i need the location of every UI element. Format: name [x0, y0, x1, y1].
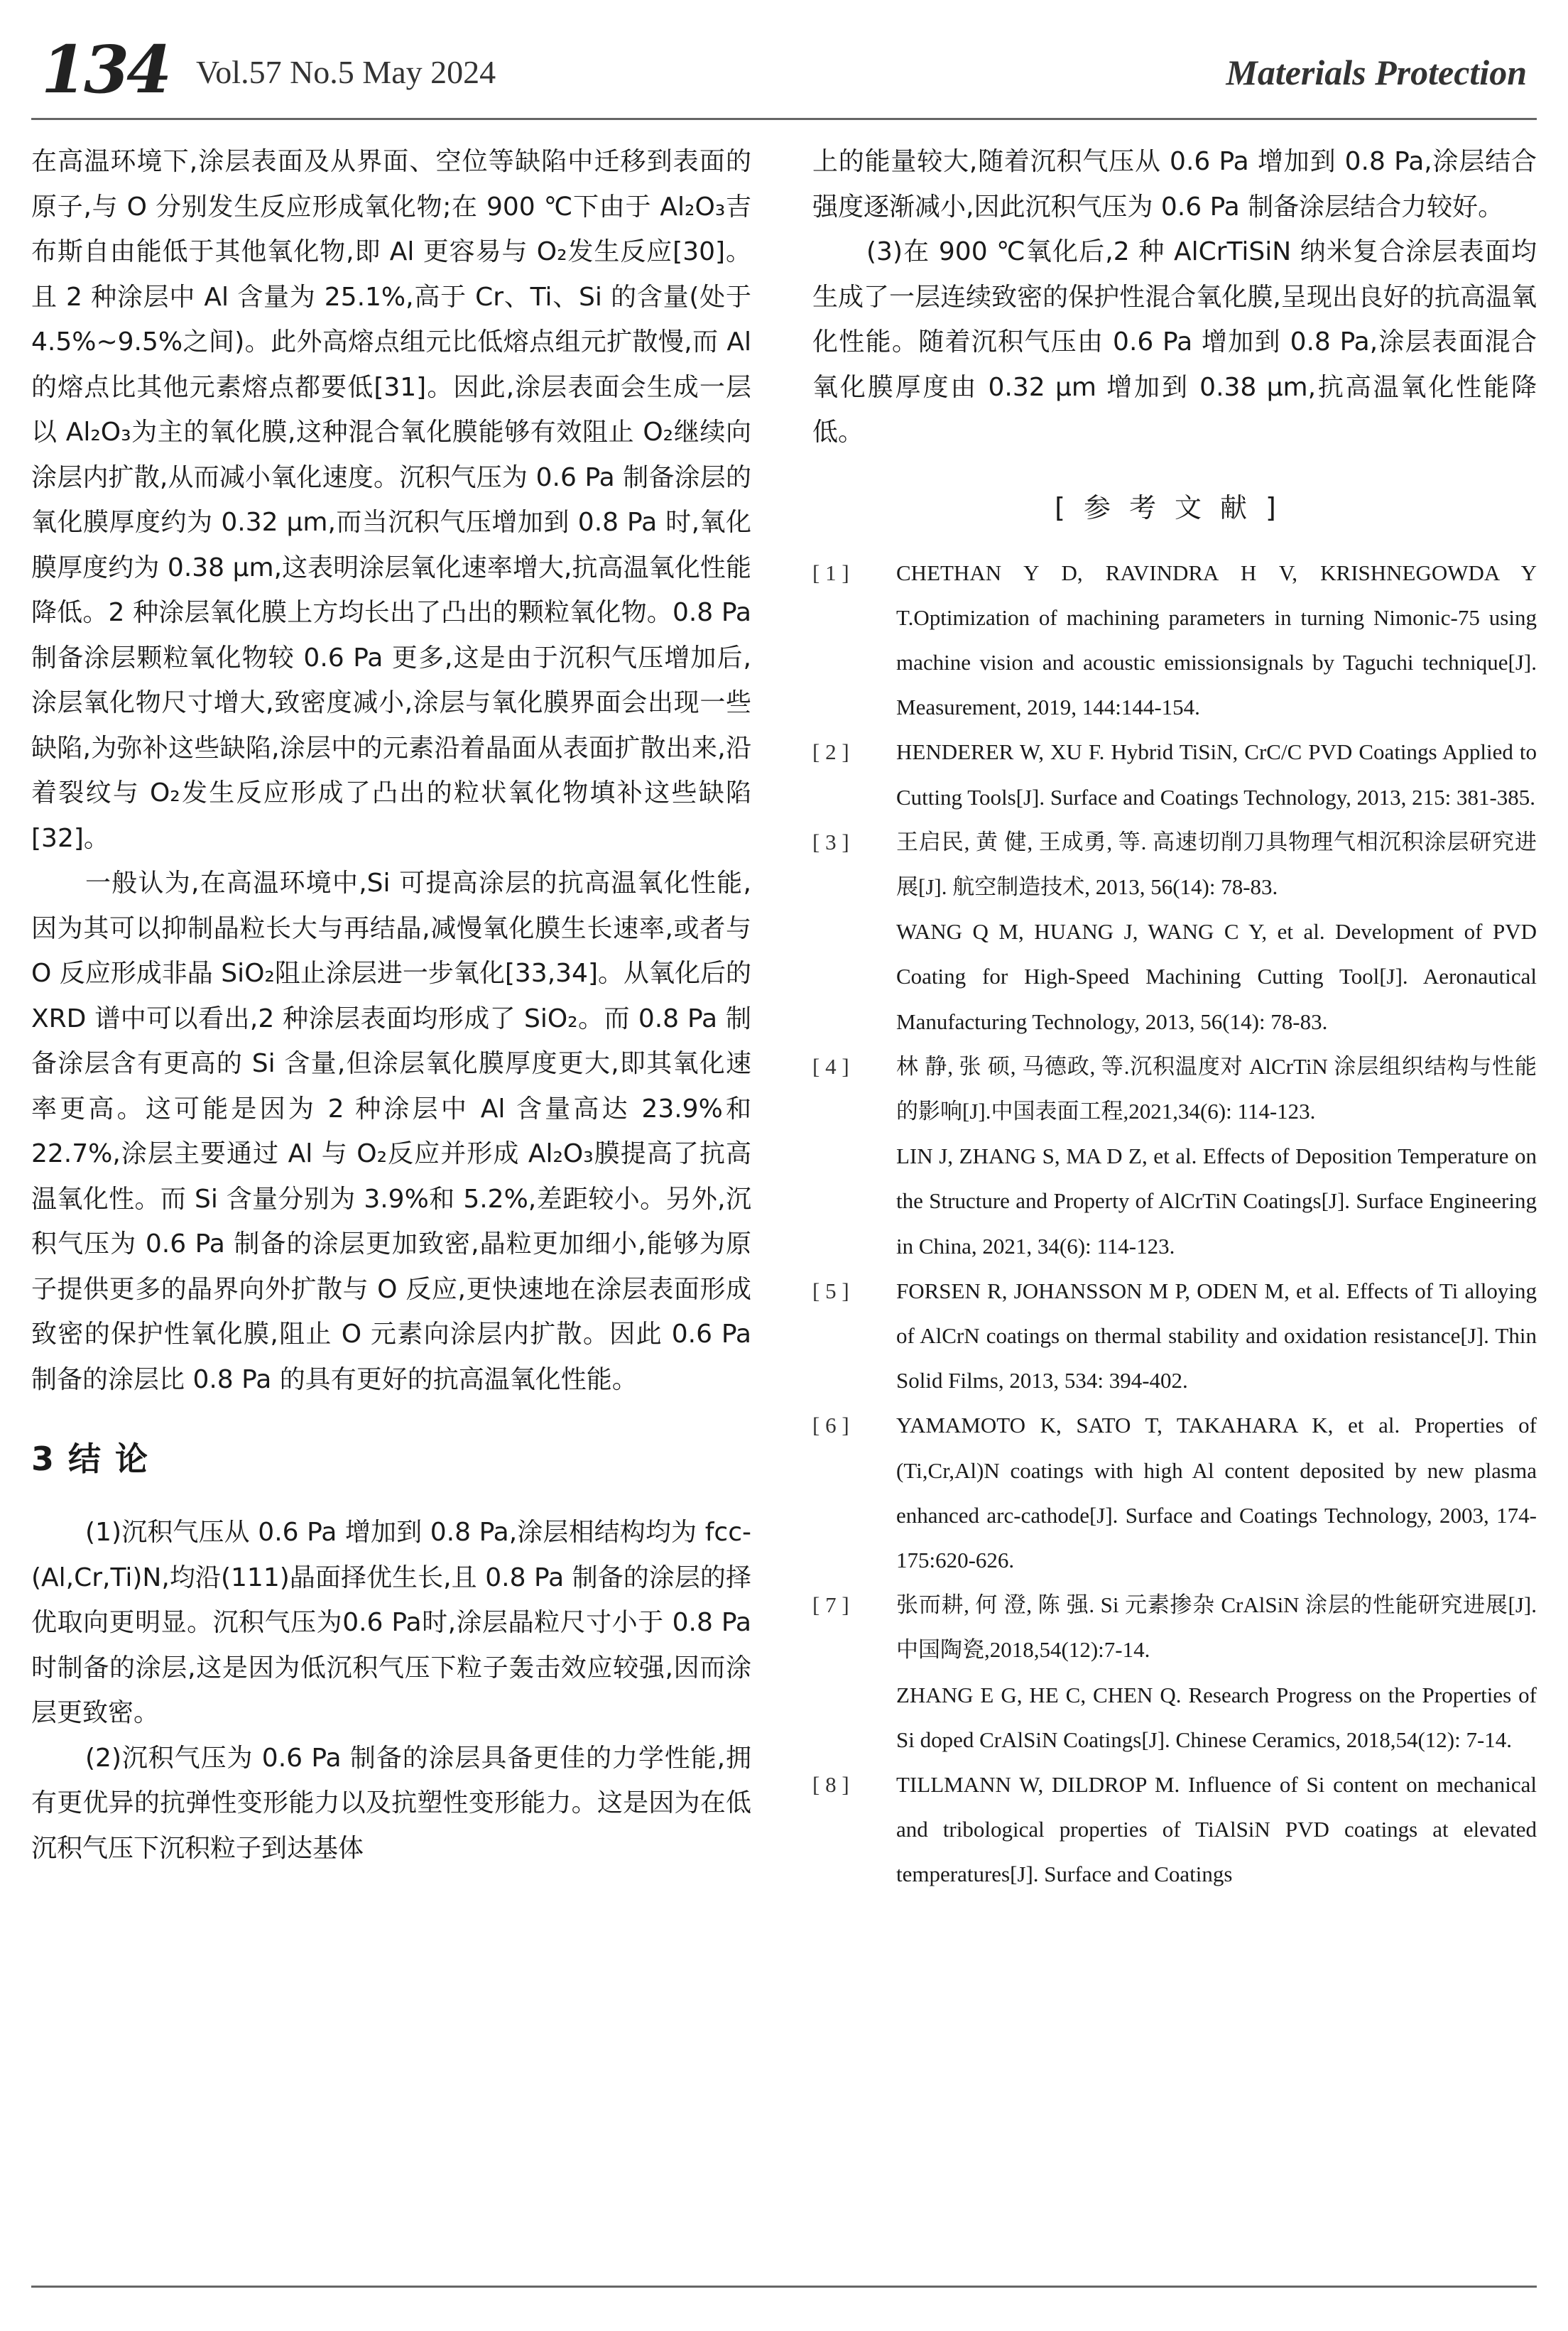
- reference-item: [812, 1403, 1537, 1582]
- paragraph-oxidation-mechanism: 在高温环境下,涂层表面及从界面、空位等缺陷中迁移到表面的原子,与 O 分别发生反应形成氧化物;在 900 ℃下由于 Al₂O₃吉布斯自由能低于其他氧化物,即 Al 更容易与 O₂发生反应[30]。且 2 种涂层中 Al 含量为 25.1%,高于 Cr、Ti、Si 的含量(处于 4.5%~9.5%之间)。此外高熔点组元比低熔点组元扩散慢,而 Al 的熔点比其他元素熔点都要低[31]。因此,涂层表面会生成一层以 Al₂O₃为主的氧化膜,这种混合氧化膜能够有效阻止 O₂继续向涂层内扩散,从而减小氧化速度。沉积气压为 0.6 Pa 制备涂层的氧化膜厚度约为 0.32 μm,而当沉积气压增加到 0.8 Pa 时,氧化膜厚度约为 0.38 μm,这表明涂层氧化速率增大,抗高温氧化性能降低。2 种涂层氧化膜上方均长出了凸出的颗粒氧化物。0.8 Pa 制备涂层颗粒氧化物较 0.6 Pa 更多,这是由于沉积气压增加后,涂层氧化物尺寸增大,致密度减小,涂层与氧化膜界面会出现一些缺陷,为弥补这些缺陷,涂层中的元素沿着晶面从表面扩散出来,沿着裂纹与 O₂发生反应形成了凸出的粒状氧化物填补这些缺陷[32]。: [31, 147, 751, 853]
- left-column: [31, 139, 751, 1871]
- reference-item: [812, 729, 1537, 819]
- page-header: [31, 31, 1537, 108]
- reference-item: [812, 820, 1537, 909]
- reference-item: [812, 550, 1537, 730]
- reference-number: [ 1 ]: [812, 560, 849, 585]
- reference-text: CHETHAN Y D, RAVINDRA H V, KRISHNEGOWDA Y T.Optimization of machining parameters in turning Nimonic-75 using machine vision and acoustic emissionsignals by Taguchi technique[J]. Measurement, 2019, 144:144-154.: [896, 560, 1537, 720]
- reference-number: [ 6 ]: [812, 1413, 849, 1438]
- header-rule: [31, 118, 1537, 120]
- reference-item: [812, 1044, 1537, 1134]
- reference-text: 林 静, 张 硕, 马德政, 等.沉积温度对 AlCrTiN 涂层组织结构与性能的影响[J].中国表面工程,2021,34(6): 114-123.: [896, 1053, 1537, 1124]
- reference-number: [ 7 ]: [812, 1592, 849, 1618]
- reference-text: 王启民, 黄 健, 王成勇, 等. 高速切削刀具物理气相沉积涂层研究进展[J]. 航空制造技术, 2013, 56(14): 78-83.: [896, 829, 1537, 899]
- reference-english-translation: WANG Q M, HUANG J, WANG C Y, et al. Development of PVD Coating for High-Speed Machining Cutting Tool[J]. Aeronautical Manufacturing Technology, 2013, 56(14): 78-83.: [896, 919, 1537, 1034]
- reference-english-translation: ZHANG E G, HE C, CHEN Q. Research Progress on the Properties of Si doped CrAlSiN Coatings[J]. Chinese Ceramics, 2018,54(12): 7-14.: [896, 1682, 1537, 1752]
- page-number: 134: [41, 31, 170, 108]
- reference-item: [812, 1582, 1537, 1672]
- conclusion-3: (3)在 900 ℃氧化后,2 种 AlCrTiSiN 纳米复合涂层表面均生成了一层连续致密的保护性混合氧化膜,呈现出良好的抗高温氧化性能。随着沉积气压由 0.6 Pa 增加到 0.8 Pa,涂层表面混合氧化膜厚度由 0.32 μm 增加到 0.38 μm,抗高温氧化性能降低。: [812, 237, 1537, 447]
- section-title-conclusion: 3 结 论: [31, 1440, 150, 1478]
- reference-text: YAMAMOTO K, SATO T, TAKAHARA K, et al. Properties of (Ti,Cr,Al)N coatings with high Al content deposited by new plasma enhanced arc-cathode[J]. Surface and Coatings Technology, 2003, 174-175:620-626.: [896, 1413, 1537, 1572]
- reference-english-translation: LIN J, ZHANG S, MA D Z, et al. Effects of Deposition Temperature on the Structure and Property of AlCrTiN Coatings[J]. Surface Engineering in China, 2021, 34(6): 114-123.: [896, 1143, 1537, 1259]
- footer-rule: [31, 2286, 1537, 2288]
- journal-name: Materials Protection: [1226, 53, 1527, 92]
- reference-text: TILLMANN W, DILDROP M. Influence of Si content on mechanical and tribological properties of TiAlSiN PVD coatings at elevated temperatures[J]. Surface and Coatings: [896, 1771, 1537, 1887]
- reference-number: [ 4 ]: [812, 1053, 849, 1079]
- issue-info: Vol.57 No.5 May 2024: [196, 54, 496, 90]
- reference-list: [812, 550, 1537, 1897]
- reference-text: FORSEN R, JOHANSSON M P, ODEN M, et al. Effects of Ti alloying of AlCrN coatings on thermal stability and oxidation resistance[J]. Thin Solid Films, 2013, 534: 394-402.: [896, 1278, 1537, 1393]
- reference-number: [ 8 ]: [812, 1771, 849, 1797]
- reference-item: [812, 1268, 1537, 1403]
- reference-item: [812, 1762, 1537, 1897]
- references-title: [参考文献]: [1055, 491, 1295, 523]
- conclusion-2-start: (2)沉积气压为 0.6 Pa 制备的涂层具备更佳的力学性能,拥有更优异的抗弹性变形能力以及抗塑性变形能力。这是因为在低沉积气压下沉积粒子到达基体: [31, 1743, 751, 1863]
- reference-text: HENDERER W, XU F. Hybrid TiSiN, CrC/C PVD Coatings Applied to Cutting Tools[J]. Surface and Coatings Technology, 2013, 215: 381-385.: [896, 739, 1537, 810]
- reference-text: 张而耕, 何 澄, 陈 强. Si 元素掺杂 CrAlSiN 涂层的性能研究进展[J].中国陶瓷,2018,54(12):7-14.: [896, 1592, 1537, 1663]
- conclusion-2-end: 上的能量较大,随着沉积气压从 0.6 Pa 增加到 0.8 Pa,涂层结合强度逐渐减小,因此沉积气压为 0.6 Pa 制备涂层结合力较好。: [812, 147, 1537, 222]
- reference-number: [ 3 ]: [812, 829, 849, 854]
- conclusion-1: (1)沉积气压从 0.6 Pa 增加到 0.8 Pa,涂层相结构均为 fcc-(Al,Cr,Ti)N,均沿(111)晶面择优生长,且 0.8 Pa 制备的涂层的择优取向更明显。沉积气压为0.6 Pa时,涂层晶粒尺寸小于 0.8 Pa 时制备的涂层,这是因为低沉积气压下粒子轰击效应较强,因而涂层更致密。: [31, 1518, 751, 1727]
- paragraph-si-effect: 一般认为,在高温环境中,Si 可提高涂层的抗高温氧化性能,因为其可以抑制晶粒长大与再结晶,减慢氧化膜生长速率,或者与 O 反应形成非晶 SiO₂阻止涂层进一步氧化[33,34]。从氧化后的 XRD 谱中可以看出,2 种涂层表面均形成了 SiO₂。而 0.8 Pa 制备涂层含有更高的 Si 含量,但涂层氧化膜厚度更大,即其氧化速率更高。这可能是因为 2 种涂层中 Al 含量高达 23.9%和 22.7%,涂层主要通过 Al 与 O₂反应并形成 Al₂O₃膜提高了抗高温氧化性。而 Si 含量分别为 3.9%和 5.2%,差距较小。另外,沉积气压为 0.6 Pa 制备的涂层更加致密,晶粒更加细小,能够为原子提供更多的晶界向外扩散与 O 反应,更快速地在涂层表面形成致密的保护性氧化膜,阻止 O 元素向涂层内扩散。因此 0.6 Pa 制备的涂层比 0.8 Pa 的具有更好的抗高温氧化性能。: [31, 869, 751, 1394]
- right-column: [812, 139, 1537, 1897]
- reference-number: [ 2 ]: [812, 739, 849, 765]
- reference-number: [ 5 ]: [812, 1278, 849, 1303]
